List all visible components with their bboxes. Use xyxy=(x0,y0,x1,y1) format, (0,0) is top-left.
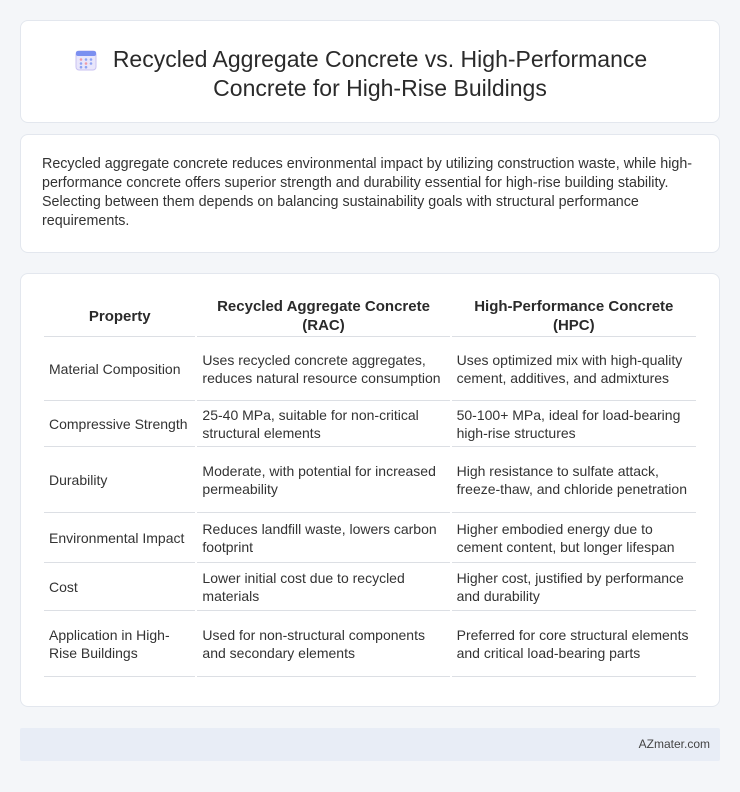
table-row xyxy=(44,513,696,563)
header-rac: Recycled Aggregate Concrete (RAC) xyxy=(197,296,449,337)
property-cell: Application in High-Rise Buildings xyxy=(44,611,195,677)
hpc-cell: High resistance to sulfate attack, freeze-thaw, and chloride penetration xyxy=(452,447,696,513)
property-cell: Compressive Strength xyxy=(44,401,195,447)
rac-cell: Lower initial cost due to recycled materials xyxy=(197,563,449,611)
footer-brand[interactable]: AZmater.com xyxy=(638,737,710,751)
table-row xyxy=(44,401,696,447)
property-cell: Material Composition xyxy=(44,337,195,401)
table-row xyxy=(44,447,696,513)
comparison-table xyxy=(42,296,698,677)
hpc-cell: 50-100+ MPa, ideal for load-bearing high-rise structures xyxy=(452,401,696,447)
comparison-card xyxy=(20,273,720,707)
page-title: Recycled Aggregate Concrete vs. High-Performance Concrete for High-Rise Buildings xyxy=(112,46,648,101)
calendar-icon xyxy=(75,49,97,71)
hpc-cell: Preferred for core structural elements and critical load-bearing parts xyxy=(452,611,696,677)
rac-cell: Used for non-structural components and secondary elements xyxy=(197,611,449,677)
intro-paragraph: Recycled aggregate concrete reduces environmental impact by utilizing construction waste, while high-performance concrete offers superior strength and durability essential for high-rise building stability. Selecting between them depends on balancing sustainability goals with structural performance requirements. xyxy=(42,156,693,229)
footer-bar xyxy=(20,728,720,761)
table-row xyxy=(44,563,696,611)
hpc-cell: Higher cost, justified by performance and durability xyxy=(452,563,696,611)
rac-cell: Reduces landfill waste, lowers carbon footprint xyxy=(197,513,449,563)
rac-cell: Moderate, with potential for increased permeability xyxy=(197,447,449,513)
title-card xyxy=(20,20,720,123)
title-wrap xyxy=(21,45,719,103)
table-row xyxy=(44,611,696,677)
intro-card xyxy=(20,134,720,253)
header-hpc: High-Performance Concrete (HPC) xyxy=(452,296,696,337)
table-row xyxy=(44,337,696,401)
property-cell: Durability xyxy=(44,447,195,513)
rac-cell: Uses recycled concrete aggregates, reduces natural resource consumption xyxy=(197,337,449,401)
property-cell: Environmental Impact xyxy=(44,513,195,563)
rac-cell: 25-40 MPa, suitable for non-critical structural elements xyxy=(197,401,449,447)
property-cell: Cost xyxy=(44,563,195,611)
table-header-row xyxy=(44,296,696,337)
header-property: Property xyxy=(44,296,195,337)
hpc-cell: Higher embodied energy due to cement content, but longer lifespan xyxy=(452,513,696,563)
hpc-cell: Uses optimized mix with high-quality cement, additives, and admixtures xyxy=(452,337,696,401)
